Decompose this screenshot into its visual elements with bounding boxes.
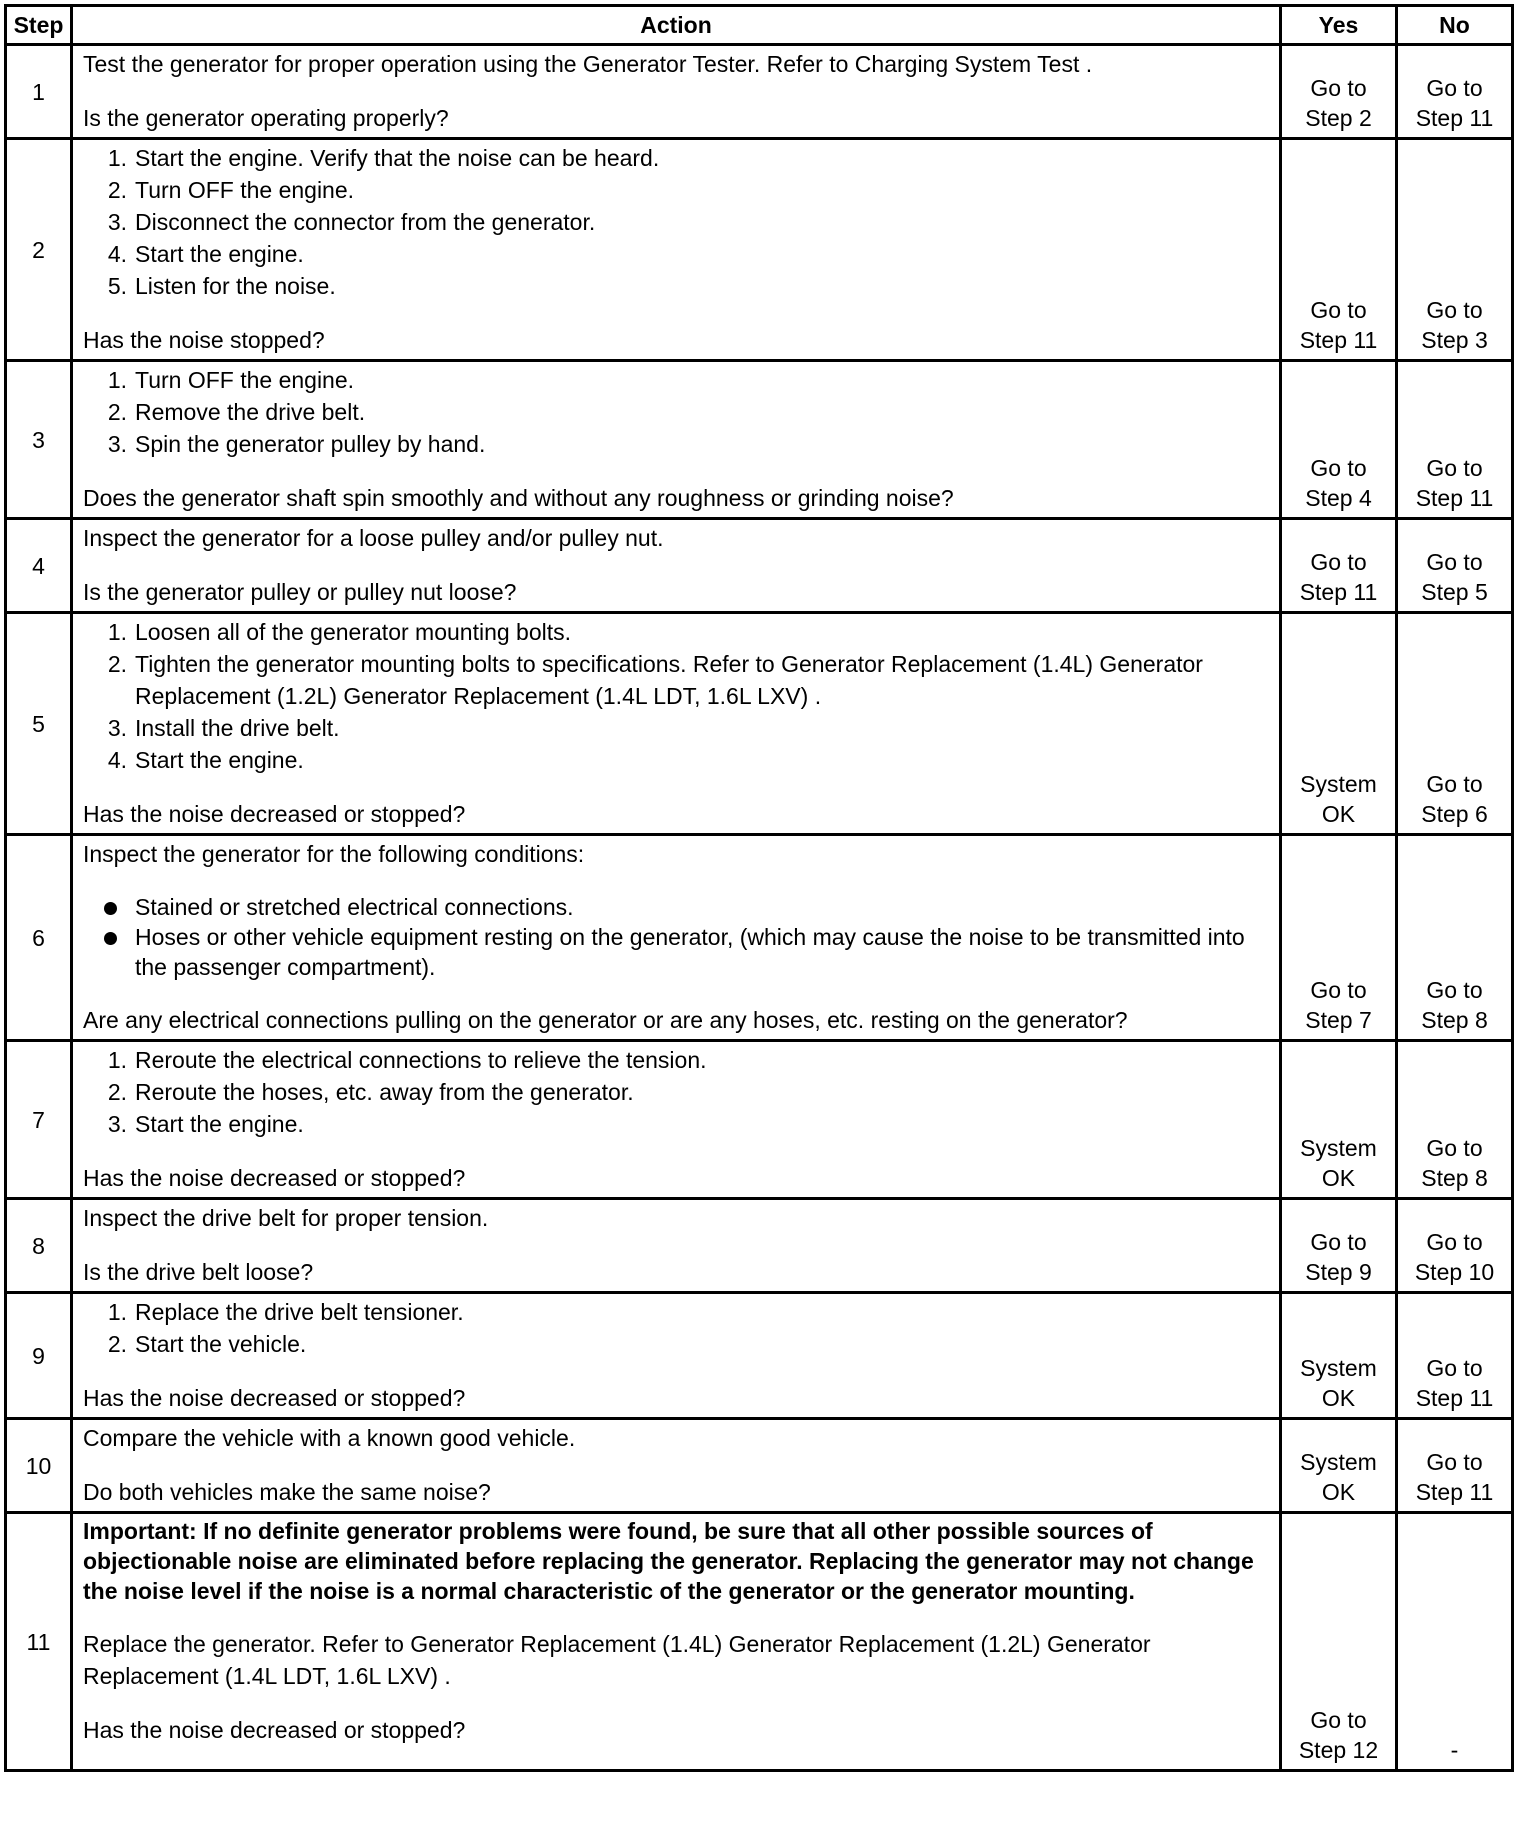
header-no: No xyxy=(1397,6,1513,45)
no-cell xyxy=(1397,613,1513,835)
list-item-text: Tighten the generator mounting bolts to specifications. Refer to Generator Replacement (1.4L) Generator Replacement (1.2L) Generator Replacement (1.4L LDT, 1.6L LXV) . xyxy=(135,651,1203,709)
list-item-text: Start the engine. xyxy=(135,1111,304,1137)
no-text: Step 11 xyxy=(1415,1479,1494,1505)
action-text: Has the noise decreased or stopped? xyxy=(83,1385,466,1411)
no-text: Go to xyxy=(1426,1135,1483,1161)
list-item xyxy=(135,892,1271,922)
action-cell xyxy=(72,139,1281,361)
table-row xyxy=(6,1041,1513,1199)
no-text: Step 11 xyxy=(1415,105,1494,131)
list-item-text: Reroute the hoses, etc. away from the generator. xyxy=(135,1079,634,1105)
no-text: Go to xyxy=(1426,771,1483,797)
step-number: 4 xyxy=(6,519,72,613)
list-number: 2. xyxy=(107,177,127,203)
list-item-text: Replace the drive belt tensioner. xyxy=(135,1299,464,1325)
list-item-text: Disconnect the connector from the generator. xyxy=(135,209,596,235)
no-text: Go to xyxy=(1426,455,1483,481)
no-text: Go to xyxy=(1426,977,1483,1003)
action-text: Is the generator pulley or pulley nut loose? xyxy=(83,579,517,605)
no-cell xyxy=(1397,45,1513,139)
table-row xyxy=(6,1513,1513,1771)
numbered-list xyxy=(83,1296,1271,1360)
list-item xyxy=(107,206,1271,238)
table-row xyxy=(6,1199,1513,1293)
list-number: 2. xyxy=(107,399,127,425)
spacer xyxy=(83,870,1271,892)
action-text: Inspect the drive belt for proper tension. xyxy=(83,1205,489,1231)
yes-text: Step 7 xyxy=(1305,1007,1372,1033)
list-number: 1. xyxy=(107,145,127,171)
list-item xyxy=(107,712,1271,744)
list-number: 1. xyxy=(107,367,127,393)
action-text: Are any electrical connections pulling on the generator or are any hoses, etc. resting on the generator? xyxy=(83,1007,1128,1033)
spacer xyxy=(83,776,1271,798)
yes-text: System xyxy=(1300,1355,1377,1381)
list-item-text: Start the vehicle. xyxy=(135,1331,307,1357)
action-cell xyxy=(72,1041,1281,1199)
no-text: - xyxy=(1450,1737,1459,1763)
list-number: 3. xyxy=(107,431,127,457)
spacer xyxy=(83,554,1271,576)
list-item xyxy=(107,428,1271,460)
list-item-text: Loosen all of the generator mounting bolts. xyxy=(135,619,572,645)
list-number: 5. xyxy=(107,273,127,299)
yes-cell xyxy=(1281,835,1397,1041)
no-text: Step 10 xyxy=(1414,1259,1495,1285)
list-item xyxy=(107,396,1271,428)
table-row xyxy=(6,139,1513,361)
yes-cell xyxy=(1281,45,1397,139)
yes-text: Go to xyxy=(1310,1229,1367,1255)
yes-text: OK xyxy=(1321,801,1356,827)
list-number: 1. xyxy=(107,1047,127,1073)
yes-text: Go to xyxy=(1310,297,1367,323)
list-number: 2. xyxy=(107,1331,127,1357)
numbered-list xyxy=(83,616,1271,776)
step-number: 10 xyxy=(6,1419,72,1513)
action-cell xyxy=(72,1293,1281,1419)
step-number: 11 xyxy=(6,1513,72,1771)
action-text: Has the noise decreased or stopped? xyxy=(83,1717,466,1743)
numbered-list xyxy=(83,142,1271,302)
no-cell xyxy=(1397,1419,1513,1513)
spacer xyxy=(83,1606,1271,1628)
yes-cell xyxy=(1281,1293,1397,1419)
header-step: Step xyxy=(6,6,72,45)
list-item xyxy=(135,922,1271,982)
table-row xyxy=(6,361,1513,519)
action-cell xyxy=(72,613,1281,835)
list-item xyxy=(107,364,1271,396)
bullet-icon xyxy=(104,932,117,945)
list-item-text: Turn OFF the engine. xyxy=(135,177,355,203)
step-number: 8 xyxy=(6,1199,72,1293)
list-item xyxy=(107,1044,1271,1076)
action-text: Inspect the generator for a loose pulley and/or pulley nut. xyxy=(83,525,664,551)
list-item-text: Turn OFF the engine. xyxy=(135,367,355,393)
action-text: Has the noise decreased or stopped? xyxy=(83,1165,466,1191)
table-body xyxy=(6,45,1513,1771)
no-text: Go to xyxy=(1426,1355,1483,1381)
yes-text: Go to xyxy=(1310,75,1367,101)
list-item-text: Start the engine. Verify that the noise can be heard. xyxy=(135,145,660,171)
no-cell xyxy=(1397,361,1513,519)
list-item-text: Install the drive belt. xyxy=(135,715,340,741)
no-cell xyxy=(1397,1041,1513,1199)
action-cell xyxy=(72,519,1281,613)
list-number: 4. xyxy=(107,241,127,267)
yes-cell xyxy=(1281,361,1397,519)
action-text: Is the generator operating properly? xyxy=(83,105,449,131)
list-item xyxy=(107,616,1271,648)
action-cell xyxy=(72,361,1281,519)
yes-text: Go to xyxy=(1310,455,1367,481)
no-text: Step 5 xyxy=(1421,579,1488,605)
step-number: 7 xyxy=(6,1041,72,1199)
list-item-text: Start the engine. xyxy=(135,747,304,773)
list-item xyxy=(107,1328,1271,1360)
yes-text: Step 9 xyxy=(1305,1259,1372,1285)
action-text: Is the drive belt loose? xyxy=(83,1259,314,1285)
action-text: Has the noise decreased or stopped? xyxy=(83,801,466,827)
yes-cell xyxy=(1281,1419,1397,1513)
action-cell xyxy=(72,1199,1281,1293)
action-text: Does the generator shaft spin smoothly and without any roughness or grinding noise? xyxy=(83,485,954,511)
list-number: 3. xyxy=(107,715,127,741)
yes-text: Go to xyxy=(1310,549,1367,575)
no-cell xyxy=(1397,139,1513,361)
header-action: Action xyxy=(72,6,1281,45)
yes-text: System xyxy=(1300,1449,1377,1475)
list-item-text: Start the engine. xyxy=(135,241,304,267)
numbered-list xyxy=(83,1044,1271,1140)
list-number: 3. xyxy=(107,209,127,235)
list-item xyxy=(107,1076,1271,1108)
step-number: 5 xyxy=(6,613,72,835)
list-item-text: Hoses or other vehicle equipment resting on the generator, (which may cause the noise to be transmitted into the passenger compartment). xyxy=(135,924,1245,980)
list-number: 3. xyxy=(107,1111,127,1137)
yes-text: OK xyxy=(1321,1165,1356,1191)
bullet-list xyxy=(83,892,1271,982)
yes-text: Go to xyxy=(1310,1707,1367,1733)
action-text: Compare the vehicle with a known good vehicle. xyxy=(83,1425,576,1451)
list-item-text: Listen for the noise. xyxy=(135,273,336,299)
table-row xyxy=(6,1293,1513,1419)
table-row xyxy=(6,835,1513,1041)
yes-text: Step 11 xyxy=(1299,579,1378,605)
no-text: Go to xyxy=(1426,1449,1483,1475)
table-row xyxy=(6,1419,1513,1513)
no-cell xyxy=(1397,1199,1513,1293)
action-cell xyxy=(72,1419,1281,1513)
spacer xyxy=(83,460,1271,482)
no-cell xyxy=(1397,1293,1513,1419)
action-text: Do both vehicles make the same noise? xyxy=(83,1479,491,1505)
yes-text: Step 11 xyxy=(1299,327,1378,353)
no-cell xyxy=(1397,1513,1513,1771)
list-item xyxy=(107,238,1271,270)
list-item-text: Stained or stretched electrical connections. xyxy=(135,894,574,920)
yes-text: OK xyxy=(1321,1479,1356,1505)
list-item xyxy=(107,744,1271,776)
action-cell xyxy=(72,1513,1281,1771)
no-text: Step 3 xyxy=(1421,327,1488,353)
action-text: Has the noise stopped? xyxy=(83,327,325,353)
list-number: 1. xyxy=(107,619,127,645)
list-item-text: Reroute the electrical connections to relieve the tension. xyxy=(135,1047,707,1073)
yes-cell xyxy=(1281,519,1397,613)
step-number: 6 xyxy=(6,835,72,1041)
action-text: Replace the generator. Refer to Generator Replacement (1.4L) Generator Replacement (1.2L) Generator Replacement (1.4L LDT, 1.6L LXV) . xyxy=(83,1631,1151,1689)
spacer xyxy=(83,1360,1271,1382)
list-item xyxy=(107,1108,1271,1140)
spacer xyxy=(83,982,1271,1004)
step-number: 1 xyxy=(6,45,72,139)
action-text: Inspect the generator for the following conditions: xyxy=(83,841,585,867)
list-item xyxy=(107,142,1271,174)
list-number: 1. xyxy=(107,1299,127,1325)
action-cell xyxy=(72,835,1281,1041)
no-cell xyxy=(1397,519,1513,613)
list-item xyxy=(107,174,1271,206)
yes-cell xyxy=(1281,613,1397,835)
yes-text: OK xyxy=(1321,1385,1356,1411)
spacer xyxy=(83,1140,1271,1162)
no-text: Go to xyxy=(1426,75,1483,101)
header-yes: Yes xyxy=(1281,6,1397,45)
numbered-list xyxy=(83,364,1271,460)
step-number: 2 xyxy=(6,139,72,361)
header-row xyxy=(6,6,1513,45)
no-text: Go to xyxy=(1426,549,1483,575)
yes-cell xyxy=(1281,1513,1397,1771)
spacer xyxy=(83,302,1271,324)
yes-text: Go to xyxy=(1310,977,1367,1003)
no-text: Go to xyxy=(1426,1229,1483,1255)
yes-cell xyxy=(1281,1199,1397,1293)
no-text: Step 11 xyxy=(1415,485,1494,511)
yes-text: System xyxy=(1300,1135,1377,1161)
list-number: 4. xyxy=(107,747,127,773)
step-number: 9 xyxy=(6,1293,72,1419)
action-cell xyxy=(72,45,1281,139)
table-row xyxy=(6,45,1513,139)
spacer xyxy=(83,1234,1271,1256)
table-row xyxy=(6,519,1513,613)
spacer xyxy=(83,1454,1271,1476)
list-item xyxy=(107,270,1271,302)
step-number: 3 xyxy=(6,361,72,519)
spacer xyxy=(83,80,1271,102)
no-text: Step 8 xyxy=(1421,1165,1488,1191)
action-text: Test the generator for proper operation using the Generator Tester. Refer to Charging System Test . xyxy=(83,51,1093,77)
spacer xyxy=(83,1692,1271,1714)
list-item xyxy=(107,648,1271,712)
list-number: 2. xyxy=(107,651,127,677)
yes-cell xyxy=(1281,1041,1397,1199)
list-item-text: Remove the drive belt. xyxy=(135,399,366,425)
yes-text: Step 2 xyxy=(1305,105,1372,131)
yes-text: Step 12 xyxy=(1298,1737,1379,1763)
no-text: Step 11 xyxy=(1415,1385,1494,1411)
table-row xyxy=(6,613,1513,835)
no-text: Step 8 xyxy=(1421,1007,1488,1033)
no-text: Step 6 xyxy=(1421,801,1488,827)
list-item xyxy=(107,1296,1271,1328)
no-text: Go to xyxy=(1426,297,1483,323)
yes-text: System xyxy=(1300,771,1377,797)
list-item-text: Spin the generator pulley by hand. xyxy=(135,431,486,457)
yes-text: Step 4 xyxy=(1305,485,1372,511)
bullet-icon xyxy=(104,902,117,915)
yes-cell xyxy=(1281,139,1397,361)
important-note: Important: If no definite generator problems were found, be sure that all other possible sources of objectionable noise are eliminated before replacing the generator. Replacing the generator may not change the noise level if the noise is a normal characteristic of the generator or the generator mounting. xyxy=(83,1518,1254,1604)
no-cell xyxy=(1397,835,1513,1041)
diagnostic-table xyxy=(4,4,1514,1772)
list-number: 2. xyxy=(107,1079,127,1105)
